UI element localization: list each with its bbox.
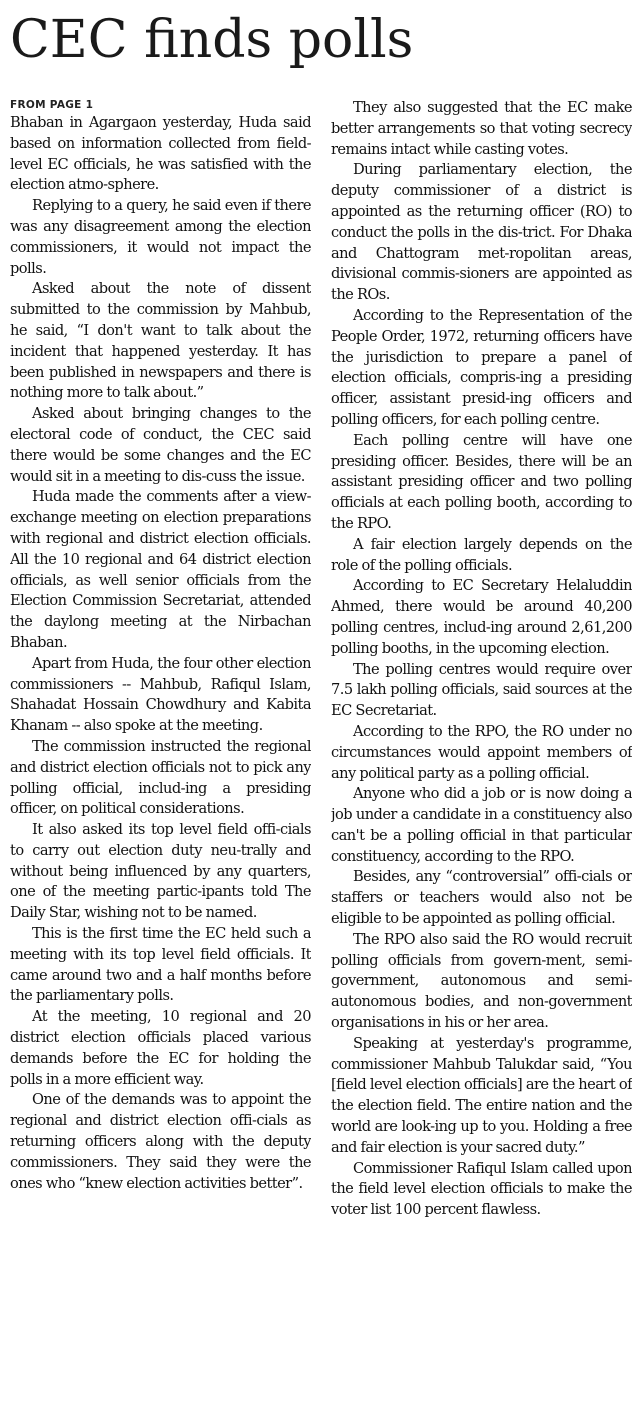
paragraph: One of the demands was to appoint the regional and district election offi-cials as returning officers along with the deputy commissioners. They said they were the ones who “knew election activities better”. <box>10 1091 311 1192</box>
paragraph: Anyone who did a job or is now doing a job under a candidate in a constituency also can't be a polling official in that particular constituency, according to the RPO. <box>331 785 632 865</box>
paragraph: This is the first time the EC held such a meeting with its top level field officials. It came around two and a half months before the parliamentary polls. <box>10 925 311 1005</box>
paragraph: During parliamentary election, the deputy commissioner of a district is appointed as the returning officer (RO) to conduct the polls in the dis-trict. For Dhaka and Chattogram met-ropolitan areas, divisional commis-sioners are appointed as the ROs. <box>331 161 632 304</box>
paragraph: The polling centres would require over 7.5 lakh polling officials, said sources at the EC Secretariat. <box>331 660 632 720</box>
paragraph: Commissioner Rafiqul Islam called upon the field level election officials to make the voter list 100 percent flawless. <box>331 1159 632 1219</box>
paragraph: Speaking at yesterday's programme, commissioner Mahbub Talukdar said, “You [field level election officials] are the heart of the election field. The entire nation and the world are look-ing up to you. Holding a free and fair election is your sacred duty.” <box>331 1034 632 1156</box>
paragraph: A fair election largely depends on the role of the polling officials. <box>331 535 632 574</box>
paragraph: Asked about bringing changes to the electoral code of conduct, the CEC said there would be some changes and the EC would sit in a meeting to dis-cuss the issue. <box>10 405 311 485</box>
left-column <box>10 98 311 1398</box>
paragraph: According to EC Secretary Helaluddin Ahmed, there would be around 40,200 polling centres, includ-ing around 2,61,200 polling booths, in the upcoming election. <box>331 577 632 657</box>
paragraph: According to the RPO, the RO under no circumstances would appoint members of any political party as a polling official. <box>331 722 632 782</box>
paragraph: It also asked its top level field offi-cials to carry out election duty neu-trally and without being influenced by any quarters, one of the meeting partic-ipants told The Daily Star, wishing not to be named. <box>10 821 311 922</box>
paragraph: Huda made the comments after a view-exchange meeting on election preparations with regional and district election officials. All the 10 regional and 64 district election officials, as well senior officials from the Election Commission Secretariat, attended the daylong meeting at the Nirbachan Bhaban. <box>10 488 311 651</box>
paragraph: Besides, any “controversial” offi-cials or staffers or teachers would also not be eligible to be appointed as polling official. <box>331 868 632 928</box>
right-column <box>331 98 632 1398</box>
article-body <box>10 98 632 1398</box>
paragraph: Replying to a query, he said even if there was any disagreement among the election commissioners, it would not impact the polls. <box>10 197 311 277</box>
paragraph: The RPO also said the RO would recruit polling officials from govern-ment, semi-government, autonomous and semi-autonomous bodies, and non-government organisations in his or her area. <box>331 930 632 1032</box>
paragraph: Bhaban in Agargaon yesterday, Huda said based on information collected from field-level EC officials, he was satisfied with the election atmo-sphere. <box>10 114 311 194</box>
paragraph: According to the Representation of the People Order, 1972, returning officers have the jurisdiction to prepare a panel of election officials, compris-ing a presiding officer, assistant presid-ing officers and polling officers, for each polling centre. <box>331 306 632 428</box>
paragraph: Asked about the note of dissent submitted to the commission by Mahbub, he said, “I don't want to talk about the incident that happened yesterday. It has been published in newspapers and there is nothing more to talk about.” <box>10 280 311 402</box>
paragraph: At the meeting, 10 regional and 20 district election officials placed various demands before the EC for holding the polls in a more efficient way. <box>10 1008 311 1088</box>
headline: CEC finds polls <box>10 10 414 70</box>
paragraph: They also suggested that the EC make better arrangements so that voting secrecy remains intact while casting votes. <box>331 99 632 158</box>
paragraph: Apart from Huda, the four other election commissioners -- Mahbub, Rafiqul Islam, Shahadat Hossain Chowdhury and Kabita Khanam -- also spoke at the meeting. <box>10 654 311 735</box>
from-page-kicker: FROM PAGE 1 <box>10 99 94 111</box>
paragraph: Each polling centre will have one presiding officer. Besides, there will be an assistant presiding officer and two polling officials at each polling booth, according to the RPO. <box>331 431 632 532</box>
paragraph: The commission instructed the regional and district election officials not to pick any polling official, includ-ing a presiding officer, on political considerations. <box>10 737 311 818</box>
